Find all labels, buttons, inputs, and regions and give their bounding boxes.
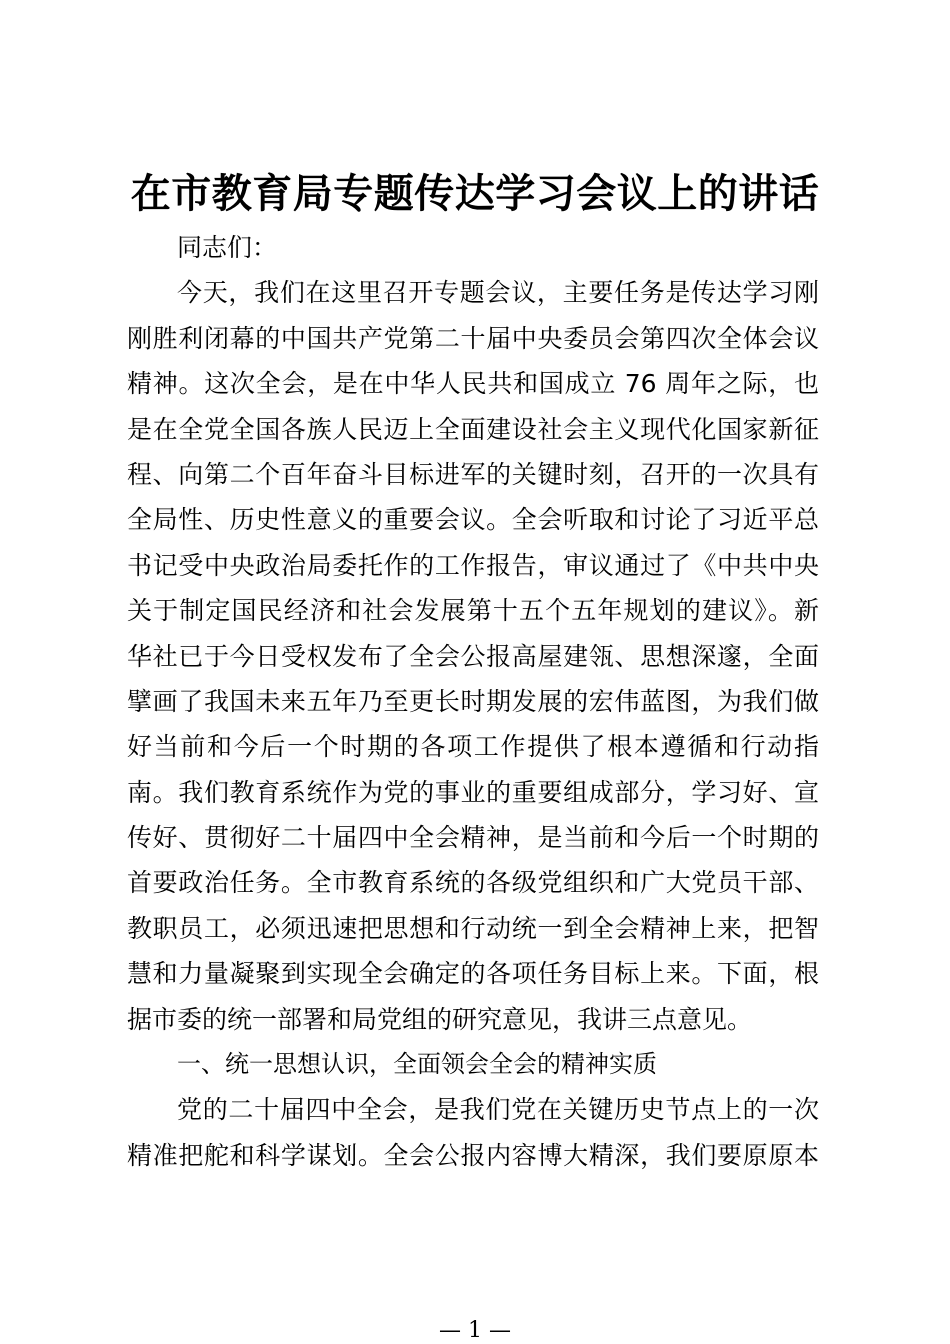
paragraph-line: 慧和力量凝聚到实现全会确定的各项任务目标上来。下面，根 <box>127 959 819 989</box>
document-body <box>127 225 819 1178</box>
page-number: — 1 — <box>439 1318 511 1343</box>
paragraph-line: 华社已于今日受权发布了全会公报高屋建瓴、思想深邃，全面 <box>127 641 819 671</box>
paragraph-line: 首要政治任务。全市教育系统的各级党组织和广大党员干部、 <box>127 868 819 898</box>
document-title: 在市教育局专题传达学习会议上的讲话 <box>130 170 820 217</box>
paragraph-line: 精准把舵和科学谋划。全会公报内容博大精深，我们要原原本 <box>127 1140 819 1170</box>
paragraph-line: 据市委的统一部署和局党组的研究意见，我讲三点意见。 <box>127 1004 753 1034</box>
salutation: 同志们： <box>177 233 278 262</box>
paragraph-line: 关于制定国民经济和社会发展第十五个五年规划的建议》。新 <box>127 596 819 626</box>
paragraph-line: 全局性、历史性意义的重要会议。全会听取和讨论了习近平总 <box>127 505 819 535</box>
section-heading: 一、统一思想认识，全面领会全会的精神实质 <box>177 1050 657 1079</box>
paragraph-line: 教职员工，必须迅速把思想和行动统一到全会精神上来，把智 <box>127 913 819 943</box>
paragraph-line: 今天，我们在这里召开专题会议，主要任务是传达学习刚 <box>177 278 819 308</box>
paragraph-2 <box>127 1087 819 1178</box>
paragraph-line: 党的二十届四中全会，是我们党在关键历史节点上的一次 <box>177 1095 819 1125</box>
paragraph-line: 书记受中央政治局委托作的工作报告，审议通过了《中共中央 <box>127 550 819 580</box>
paragraph-line: 南。我们教育系统作为党的事业的重要组成部分，学习好、宣 <box>127 777 819 807</box>
paragraph-line: 传好、贯彻好二十届四中全会精神，是当前和今后一个时期的 <box>127 823 819 853</box>
paragraph-line: 精神。这次全会，是在中华人民共和国成立 76 周年之际，也 <box>127 369 819 399</box>
paragraph-line: 刚胜利闭幕的中国共产党第二十届中央委员会第四次全体会议 <box>127 323 819 353</box>
paragraph-1 <box>127 270 819 1042</box>
paragraph-line: 好当前和今后一个时期的各项工作提供了根本遵循和行动指 <box>127 732 819 762</box>
paragraph-line: 程、向第二个百年奋斗目标进军的关键时刻，召开的一次具有 <box>127 459 819 489</box>
paragraph-line: 擘画了我国未来五年乃至更长时期发展的宏伟蓝图，为我们做 <box>127 686 819 716</box>
paragraph-line: 是在全党全国各族人民迈上全面建设社会主义现代化国家新征 <box>127 414 819 444</box>
